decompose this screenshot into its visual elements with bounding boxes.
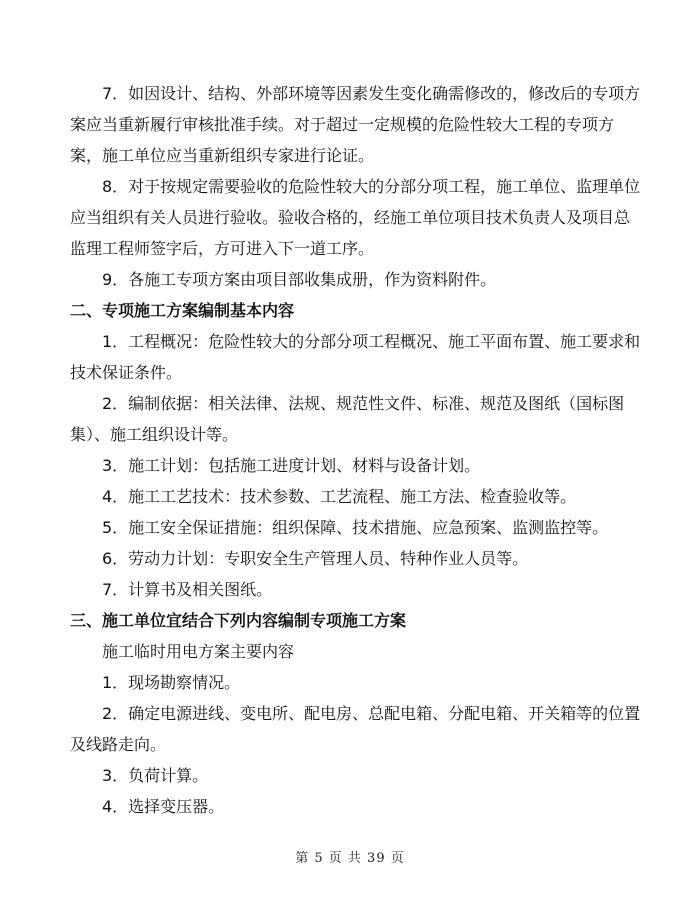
page-number-footer: 第 5 页 共 39 页 xyxy=(295,851,405,866)
paragraph-process-technology: 4．施工工艺技术：技术参数、工艺流程、施工方法、检查验收等。 xyxy=(102,487,577,506)
section-heading-2: 二、专项施工方案编制基本内容 xyxy=(70,301,295,320)
paragraph-labor-plan: 6．劳动力计划：专职安全生产管理人员、特种作业人员等。 xyxy=(102,549,529,568)
paragraph-construction-plan: 3．施工计划：包括施工进度计划、材料与设备计划。 xyxy=(102,456,481,475)
paragraph-safety-measures: 5．施工安全保证措施：组织保障、技术措施、应急预案、监测监控等。 xyxy=(102,518,609,537)
paragraph-item-7: 7．如因设计、结构、外部环境等因素发生变化确需修改的，修改后的专项方案应当重新履行审核批准手续。对于超过一定规模的危险性较大工程的专项方案，施工单位应当重新组织专家进行论证。 xyxy=(70,84,641,165)
paragraph-site-survey: 1．现场勘察情况。 xyxy=(102,673,241,692)
paragraph-load-calc: 3．负荷计算。 xyxy=(102,766,209,785)
paragraph-item-9: 9．各施工专项方案由项目部收集成册，作为资料附件。 xyxy=(102,270,497,289)
paragraph-project-overview: 1．工程概况：危险性较大的分部分项工程概况、施工平面布置、施工要求和技术保证条件。 xyxy=(70,332,641,382)
paragraph-transformer: 4．选择变压器。 xyxy=(102,797,225,816)
document-body xyxy=(70,78,645,822)
paragraph-temp-power-intro: 施工临时用电方案主要内容 xyxy=(102,642,295,661)
paragraph-calculations: 7．计算书及相关图纸。 xyxy=(102,580,273,599)
paragraph-power-layout: 2．确定电源进线、变电所、配电房、总配电箱、分配电箱、开关箱等的位置及线路走向。 xyxy=(70,704,641,754)
paragraph-basis: 2．编制依据：相关法律、法规、规范性文件、标准、规范及图纸（国标图集）、施工组织设计等。 xyxy=(70,394,625,444)
paragraph-item-8: 8．对于按规定需要验收的危险性较大的分部分项工程，施工单位、监理单位应当组织有关人员进行验收。验收合格的，经施工单位项目技术负责人及项目总监理工程师签字后，方可进入下一道工序。 xyxy=(70,177,641,258)
section-heading-3: 三、施工单位宜结合下列内容编制专项施工方案 xyxy=(70,611,407,630)
